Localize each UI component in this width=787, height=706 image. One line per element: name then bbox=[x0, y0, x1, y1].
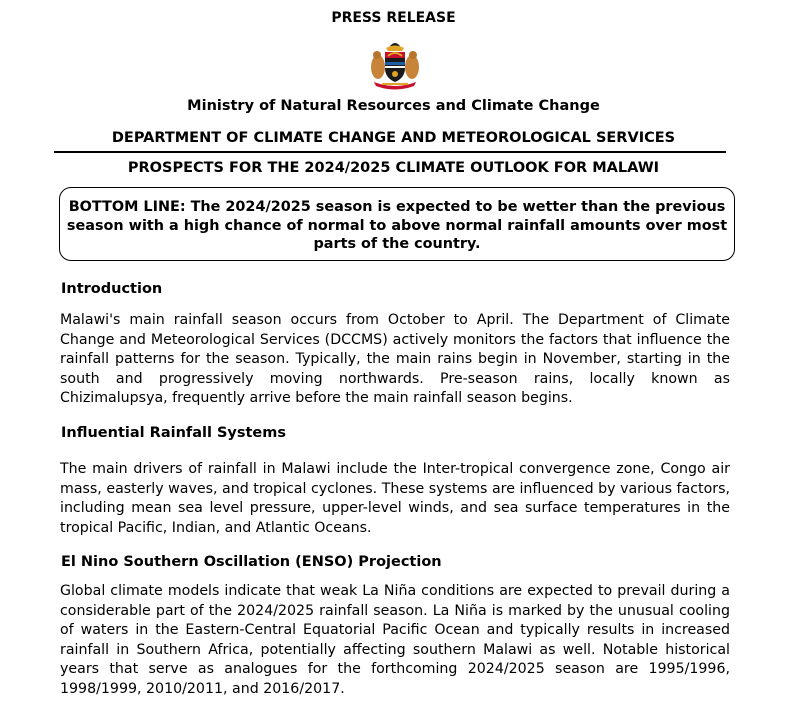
section-heading-enso: El Nino Southern Oscillation (ENSO) Projection bbox=[61, 554, 442, 570]
department-name: DEPARTMENT OF CLIMATE CHANGE AND METEOROLOGICAL SERVICES bbox=[111, 130, 676, 146]
coat-of-arms-icon bbox=[368, 40, 422, 90]
section-body-enso: Global climate models indicate that weak La Niña conditions are expected to prevail during a considerable part of the 2024/2025 rainfall season. La Niña is marked by the unusual cooling of waters in the Eastern-Central Equatorial Pacific Ocean and typically results in increased rainfall in Southern Africa, potentially affecting southern Malawi as well. Notable historical years that serve as analogues for the forthcoming 2024/2025 season are 1995/1996, 1998/1999, 2010/2011, and 2016/2017. bbox=[60, 583, 730, 697]
section-body-introduction: Malawi's main rainfall season occurs from October to April. The Department of Climate Change and Meteorological Services (DCCMS) actively monitors the factors that influence the rainfall patterns for the season. Typically, the main rains begin in November, starting in the south and progressively moving northwards. Pre-season rains, locally known as Chizimalupsya, frequently arrive before the main rainfall season begins. bbox=[60, 312, 730, 407]
section-heading-introduction: Introduction bbox=[61, 281, 163, 297]
press-release-label: PRESS RELEASE bbox=[331, 10, 456, 26]
ministry-name: Ministry of Natural Resources and Climate Change bbox=[187, 98, 600, 114]
bottom-line-box: BOTTOM LINE: The 2024/2025 season is expected to be wetter than the previous season with a high chance of normal to above normal rainfall amounts over most parts of the country. bbox=[59, 187, 735, 261]
section-body-influential-rainfall: The main drivers of rainfall in Malawi include the Inter-tropical convergence zone, Congo air mass, easterly waves, and tropical cyclones. These systems are influenced by various factors, including mean sea level pressure, upper-level winds, and sea surface temperatures in the tropical Pacific, Indian, and Atlantic Oceans. bbox=[60, 461, 730, 536]
header-divider bbox=[54, 151, 726, 153]
document-title: PROSPECTS FOR THE 2024/2025 CLIMATE OUTLOOK FOR MALAWI bbox=[127, 160, 660, 176]
section-heading-influential-rainfall: Influential Rainfall Systems bbox=[61, 425, 287, 441]
